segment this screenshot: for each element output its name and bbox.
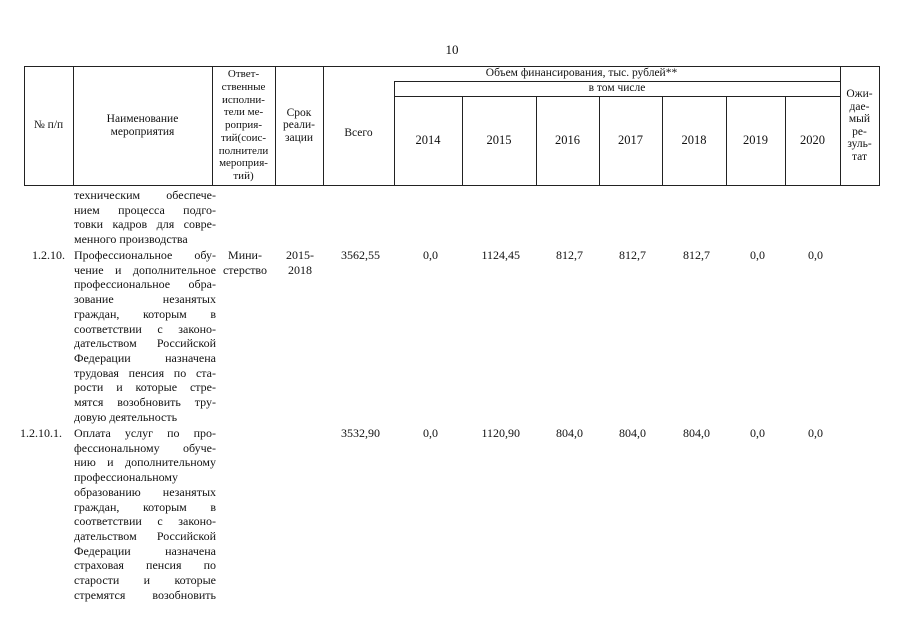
row-value-2018: 804,0	[683, 426, 710, 440]
header-responsible: Ответ- ственные исполни- тели ме- роприя- тий(соис- полнители мероприя- тий)	[218, 68, 269, 182]
row-value-2014: 0,0	[423, 248, 438, 262]
row-value-2020: 0,0	[808, 248, 823, 262]
header-result: Ожи- дае- мый ре- зуль- тат	[846, 88, 873, 163]
row-value-2019: 0,0	[750, 426, 765, 440]
header-including: в том числе	[588, 82, 646, 95]
row-value-2015: 1124,45	[481, 248, 520, 262]
row-number: 1.2.10.	[32, 248, 65, 262]
row-value-2017: 804,0	[619, 426, 646, 440]
row-value-2016: 804,0	[556, 426, 583, 440]
row-number: 1.2.10.1.	[20, 426, 62, 440]
header-total: Всего	[344, 126, 373, 139]
row-period: 2015- 2018	[286, 248, 314, 277]
header-funding-title: Объем финансирования, тыс. рублей**	[485, 67, 678, 80]
row-value-2019: 0,0	[750, 248, 765, 262]
row-name: Оплата услуг по про- фессиональному обуче- нию и дополнительному профессиональному образованию незанятых граждан, которым в соответствии с законо- дательством Российской Федерации назначена страховая пенсия по старости и которые стремятся возобновить	[74, 426, 216, 602]
header-year-2015: 2015	[486, 133, 512, 148]
header-year-2014: 2014	[415, 133, 441, 148]
header-year-2019: 2019	[743, 133, 768, 148]
header-number: № п/п	[33, 119, 64, 132]
row-value-2015: 1120,90	[481, 426, 520, 440]
row-value-2014: 0,0	[423, 426, 438, 440]
row-value-2017: 812,7	[619, 248, 646, 262]
row-name: Профессиональное обу- чение и дополнительное профессиональное обра- зование незанятых граждан, которым в соответствии с законо- дательством Российской Федерации назначена трудовая пенсия по ста- рости и которые стре- мятся возобновить тру- довую деятельность	[74, 248, 216, 424]
header-year-2020: 2020	[800, 133, 825, 148]
header-period: Срок реали- зации	[283, 106, 315, 144]
header-year-2016: 2016	[555, 133, 580, 148]
header-name: Наименование мероприятия	[106, 113, 179, 138]
header-year-2017: 2017	[618, 133, 643, 148]
row-total: 3532,90	[341, 426, 380, 440]
header-year-2018: 2018	[681, 133, 707, 148]
row-value-2018: 812,7	[683, 248, 710, 262]
row-value-2020: 0,0	[808, 426, 823, 440]
row-responsible: Мини- стерство	[222, 248, 268, 277]
row-total: 3562,55	[341, 248, 380, 262]
page-number: 10	[445, 42, 459, 57]
continuation-text: техническим обеспече- нием процесса подго- товки кадров для совре- менного производства	[74, 188, 216, 247]
table-header	[0, 0, 905, 190]
row-value-2016: 812,7	[556, 248, 583, 262]
